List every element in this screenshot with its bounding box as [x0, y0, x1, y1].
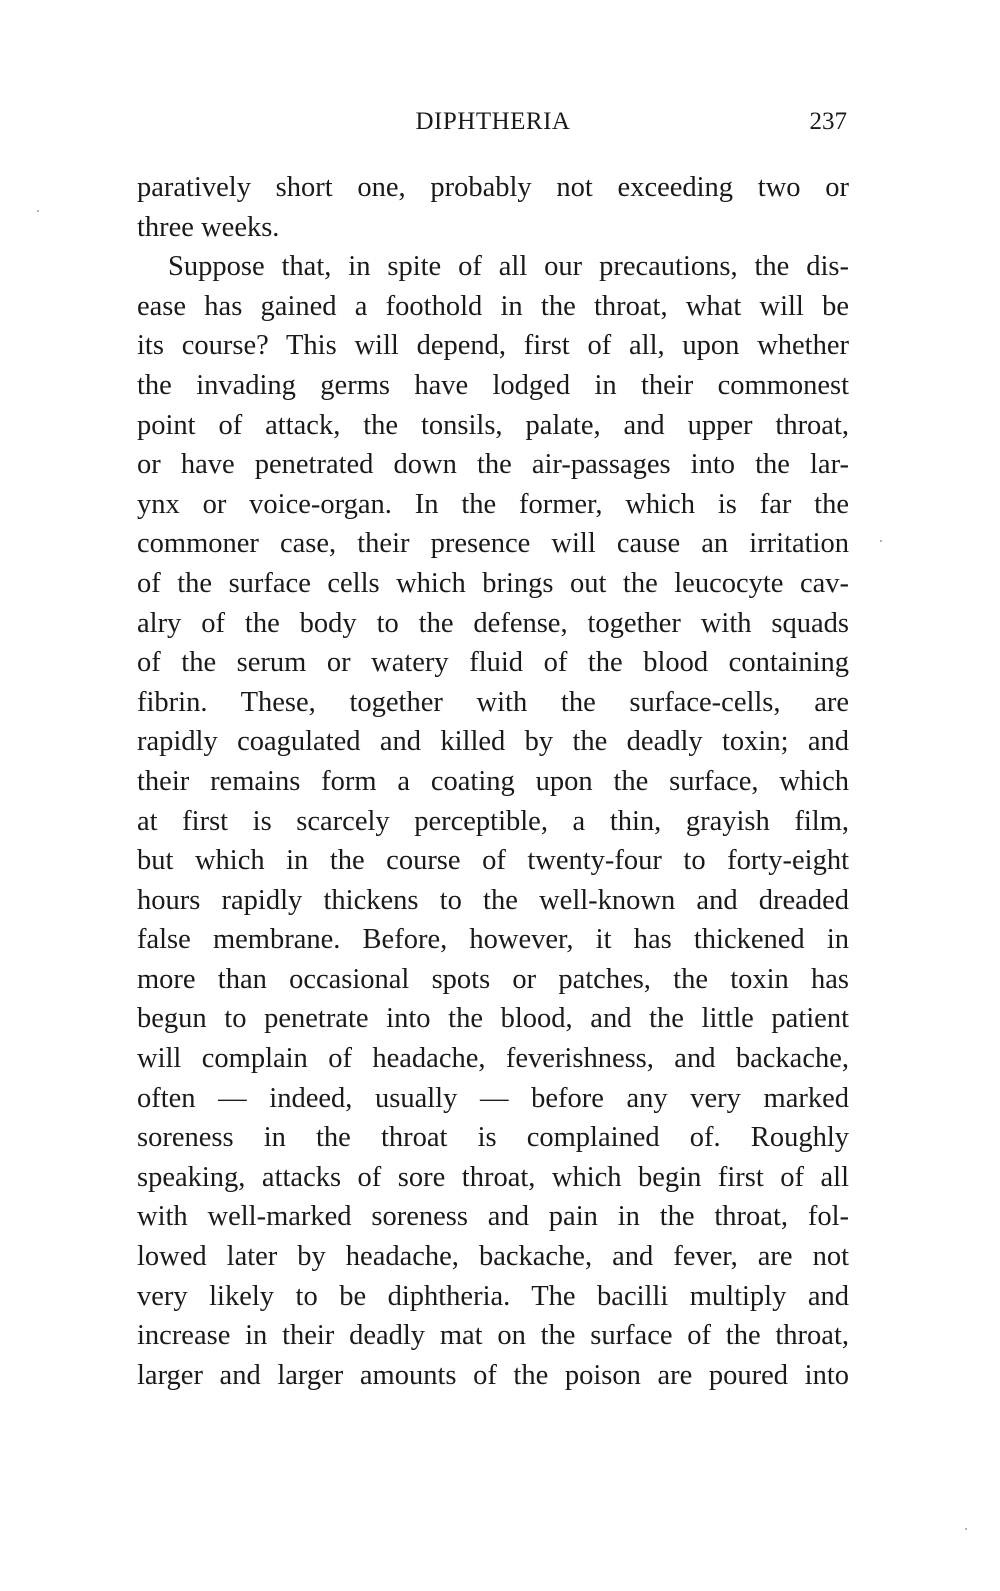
text-line: their remains form a coating upon the surface, which — [137, 765, 849, 797]
text-line: of the serum or watery fluid of the blood containing — [137, 647, 849, 679]
text-line: alry of the body to the defense, together with squads — [137, 607, 849, 639]
text-line: ynx or voice-organ. In the former, which is far the — [137, 488, 849, 520]
text-line: larger and larger amounts of the poison are poured into — [137, 1359, 849, 1391]
text-line: very likely to be diphtheria. The bacilli multiply and — [137, 1280, 849, 1312]
text-line: fibrin. These, together with the surface-cells, are — [137, 686, 849, 718]
scan-speck — [880, 540, 882, 542]
text-line: paratively short one, probably not exceeding two or — [137, 172, 849, 203]
text-line: lowed later by headache, backache, and fever, are not — [137, 1241, 849, 1273]
text-line: ease has gained a foothold in the throat, what will be — [137, 290, 849, 322]
text-line: often — indeed, usually — before any very marked — [137, 1082, 849, 1114]
text-line: point of attack, the tonsils, palate, and upper throat, — [137, 409, 849, 441]
text-line: at first is scarcely perceptible, a thin, grayish film, — [137, 805, 849, 837]
text-line: with well-marked soreness and pain in the throat, fol- — [137, 1201, 849, 1233]
running-head — [137, 108, 849, 144]
text-line: three weeks. — [137, 211, 280, 243]
text-line: but which in the course of twenty-four to forty-eight — [137, 845, 849, 877]
text-line: will complain of headache, feverishness, and backache, — [137, 1043, 849, 1075]
text-line: increase in their deadly mat on the surface of the throat, — [137, 1320, 849, 1352]
text-line: begun to penetrate into the blood, and the little patient — [137, 1003, 849, 1035]
text-line: Suppose that, in spite of all our precautions, the dis- — [168, 251, 849, 283]
text-line: hours rapidly thickens to the well-known and dreaded — [137, 884, 849, 916]
chapter-title: DIPHTHERIA — [415, 108, 571, 135]
scan-speck — [37, 210, 39, 212]
text-line: of the surface cells which brings out the leucocyte cav- — [137, 567, 849, 599]
text-line: or have penetrated down the air-passages into the lar- — [137, 449, 849, 481]
page-number: 237 — [809, 108, 847, 135]
scan-speck — [965, 1528, 967, 1530]
text-line: more than occasional spots or patches, the toxin has — [137, 963, 849, 995]
text-line: the invading germs have lodged in their commonest — [137, 369, 849, 401]
text-line: commoner case, their presence will cause an irritation — [137, 528, 849, 560]
text-line: rapidly coagulated and killed by the deadly toxin; and — [137, 726, 849, 758]
body-text — [137, 168, 849, 1395]
text-line: false membrane. Before, however, it has thickened in — [137, 924, 849, 956]
text-line: soreness in the throat is complained of. Roughly — [137, 1122, 849, 1154]
text-line: speaking, attacks of sore throat, which begin first of all — [137, 1161, 849, 1193]
text-line: its course? This will depend, first of all, upon whether — [137, 330, 849, 362]
